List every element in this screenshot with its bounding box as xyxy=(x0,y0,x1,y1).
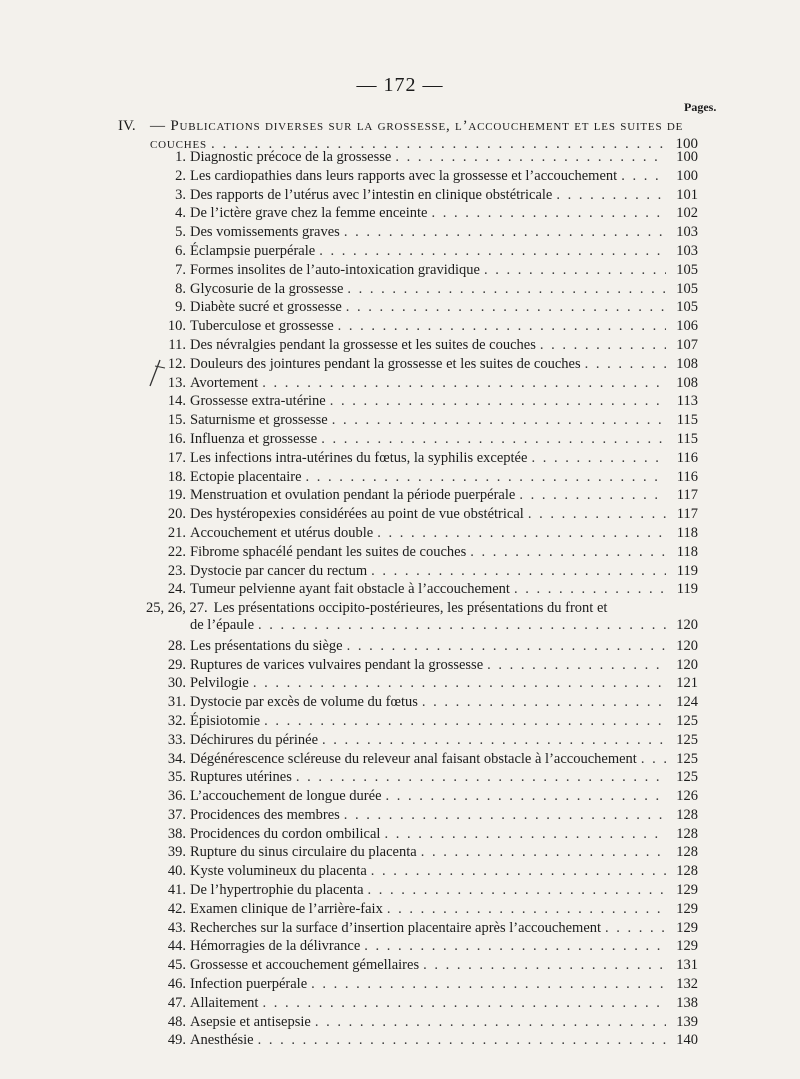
entry-page: 128 xyxy=(676,806,698,823)
entry-title: Examen clinique de l’arrière-faix xyxy=(190,900,383,917)
entry-title: Procidences du cordon ombilical xyxy=(190,825,381,842)
entry-page: 120 xyxy=(676,617,698,634)
entry-number: 41. xyxy=(167,882,186,899)
toc-entry xyxy=(146,694,698,713)
entry-number: 23. xyxy=(167,562,186,579)
entry-number: 18. xyxy=(167,468,186,485)
entry-page: 118 xyxy=(676,543,698,560)
entry-page: 128 xyxy=(676,825,698,842)
toc-entry xyxy=(146,243,698,262)
entry-number: 14. xyxy=(167,393,186,410)
dot-leader xyxy=(347,281,666,298)
entry-page: 108 xyxy=(676,355,698,372)
entry-page: 101 xyxy=(676,186,698,203)
toc-entry xyxy=(146,1032,698,1051)
entry-page: 128 xyxy=(676,844,698,861)
dot-leader xyxy=(371,863,666,880)
entry-page: 129 xyxy=(676,900,698,917)
entry-page: 116 xyxy=(676,468,698,485)
toc-entry xyxy=(146,957,698,976)
toc-entry xyxy=(146,581,698,600)
toc-entry xyxy=(146,281,698,300)
entry-number: 29. xyxy=(167,656,186,673)
entry-title: Accouchement et utérus double xyxy=(190,524,374,541)
entry-page: 106 xyxy=(676,318,698,335)
page-number: — 172 — xyxy=(356,74,444,96)
entry-title: Fibrome sphacélé pendant les suites de couches xyxy=(190,543,467,560)
entry-title: Formes insolites de l’auto-intoxication gravidique xyxy=(190,261,480,278)
entry-title: Kyste volumineux du placenta xyxy=(190,863,367,880)
dot-leader xyxy=(384,826,666,843)
entry-page: 140 xyxy=(676,1032,698,1049)
entry-page: 116 xyxy=(676,449,698,466)
section-title-continuation: couches xyxy=(150,136,207,152)
entry-number: 5. xyxy=(175,224,186,241)
toc-entry xyxy=(146,1014,698,1033)
dot-leader xyxy=(605,920,666,937)
dot-leader xyxy=(377,525,666,542)
dot-leader xyxy=(519,487,666,504)
toc-entry xyxy=(146,337,698,356)
entry-title: L’accouchement de longue durée xyxy=(190,788,382,805)
entry-title: Saturnisme et grossesse xyxy=(190,412,328,429)
entry-page: 125 xyxy=(676,731,698,748)
toc-entry xyxy=(146,375,698,394)
toc-entry xyxy=(146,525,698,544)
toc-entry xyxy=(146,544,698,563)
dot-leader xyxy=(311,976,666,993)
entry-title: Procidences des membres xyxy=(190,806,340,823)
entry-page: 119 xyxy=(676,562,698,579)
dot-leader xyxy=(258,617,666,634)
entry-title: Tuberculose et grossesse xyxy=(190,318,334,335)
entry-title: De l’ictère grave chez la femme enceinte xyxy=(190,205,428,222)
entry-title: Anesthésie xyxy=(190,1032,254,1049)
entry-title: Des rapports de l’utérus avec l’intestin en clinique obstétricale xyxy=(190,186,553,203)
dot-leader xyxy=(423,957,666,974)
entry-number: 6. xyxy=(175,242,186,259)
entry-number: 4. xyxy=(175,205,186,222)
entry-title: Ectopie placentaire xyxy=(190,468,302,485)
dot-leader xyxy=(368,882,666,899)
entry-page: 125 xyxy=(676,712,698,729)
dot-leader xyxy=(371,563,666,580)
toc-entry xyxy=(146,807,698,826)
entry-number: 43. xyxy=(167,919,186,936)
dot-leader xyxy=(556,187,666,204)
entry-page: 126 xyxy=(676,788,698,805)
entry-title: Glycosurie de la grossesse xyxy=(190,280,344,297)
entry-number: 10. xyxy=(167,318,186,335)
entry-number: 2. xyxy=(175,167,186,184)
toc-entry xyxy=(146,205,698,224)
toc-entry xyxy=(146,732,698,751)
dot-leader xyxy=(528,506,666,523)
entry-title: Recherches sur la surface d’insertion placentaire après l’accouchement xyxy=(190,919,602,936)
entry-number: 35. xyxy=(167,769,186,786)
toc-entry xyxy=(146,600,698,638)
entry-number: 16. xyxy=(167,430,186,447)
entry-page: 108 xyxy=(676,374,698,391)
toc-entry xyxy=(146,393,698,412)
entry-number: 47. xyxy=(167,994,186,1011)
entry-page: 129 xyxy=(676,938,698,955)
entry-title: Grossesse et accouchement gémellaires xyxy=(190,957,420,974)
dot-leader xyxy=(540,337,666,354)
dot-leader xyxy=(258,1032,666,1049)
entry-number: 44. xyxy=(167,938,186,955)
dot-leader xyxy=(421,844,666,861)
entry-page: 102 xyxy=(676,205,698,222)
entry-title: Des névralgies pendant la grossesse et les suites de couches xyxy=(190,336,536,353)
toc-entry xyxy=(146,826,698,845)
entry-number: 11. xyxy=(168,336,186,353)
entry-page: 132 xyxy=(676,976,698,993)
toc-entry xyxy=(146,863,698,882)
entry-page: 105 xyxy=(676,299,698,316)
entry-title: Asepsie et antisepsie xyxy=(190,1013,311,1030)
entry-number: 19. xyxy=(167,487,186,504)
entry-number: 40. xyxy=(167,863,186,880)
entry-title: Des vomissements graves xyxy=(190,224,340,241)
toc-entry xyxy=(146,487,698,506)
entry-page: 103 xyxy=(676,242,698,259)
entry-number: 30. xyxy=(167,675,186,692)
toc-entry xyxy=(146,788,698,807)
entry-number: 22. xyxy=(167,543,186,560)
entry-page: 117 xyxy=(676,487,698,504)
entry-page: 120 xyxy=(676,637,698,654)
entry-title: Douleurs des jointures pendant la grossesse et les suites de couches xyxy=(190,355,581,372)
toc-entry xyxy=(146,431,698,450)
toc-entry xyxy=(146,938,698,957)
entry-number: 42. xyxy=(167,900,186,917)
dot-leader xyxy=(387,901,666,918)
toc-entry xyxy=(146,506,698,525)
entry-page: 138 xyxy=(676,994,698,1011)
entry-title: Des hystéropexies considérées au point de vue obstétrical xyxy=(190,506,524,523)
entry-title: Épisiotomie xyxy=(190,712,261,729)
entry-page: 115 xyxy=(676,430,698,447)
dot-leader xyxy=(315,1014,666,1031)
entry-number: 9. xyxy=(175,299,186,316)
entry-number: 46. xyxy=(167,976,186,993)
toc-entry xyxy=(146,356,698,375)
entry-page: 117 xyxy=(676,506,698,523)
entry-page: 131 xyxy=(676,957,698,974)
entry-number: 45. xyxy=(167,957,186,974)
dot-leader xyxy=(306,469,666,486)
toc-entry xyxy=(146,751,698,770)
dot-leader xyxy=(470,544,666,561)
dot-leader xyxy=(346,299,666,316)
entry-number: 36. xyxy=(167,788,186,805)
entry-title: Diabète sucré et grossesse xyxy=(190,299,342,316)
entry-number: 8. xyxy=(175,280,186,297)
dot-leader xyxy=(262,375,666,392)
toc-entry xyxy=(146,901,698,920)
entry-title: Diagnostic précoce de la grossesse xyxy=(190,149,392,165)
entry-title: Les présentations occipito-postérieures, les présentations du front et xyxy=(213,600,608,617)
entry-number: 39. xyxy=(167,844,186,861)
entry-title: Dystocie par cancer du rectum xyxy=(190,562,368,579)
entry-page: 139 xyxy=(676,1013,698,1030)
entry-number: 48. xyxy=(167,1013,186,1030)
entry-page: 119 xyxy=(676,581,698,598)
toc-entry xyxy=(146,187,698,206)
entry-page: 121 xyxy=(676,675,698,692)
toc-entry xyxy=(146,995,698,1014)
entry-number: 34. xyxy=(167,750,186,767)
entry-title: Ruptures utérines xyxy=(190,769,292,786)
entry-number: 49. xyxy=(167,1032,186,1049)
toc-entry xyxy=(146,224,698,243)
entry-page: 129 xyxy=(676,882,698,899)
entry-number: 25, 26, 27. xyxy=(146,600,208,617)
pages-column-label: Pages. xyxy=(684,100,717,114)
entry-number: 33. xyxy=(167,731,186,748)
entry-title: De l’hypertrophie du placenta xyxy=(190,882,364,899)
toc-entry xyxy=(146,469,698,488)
dot-leader xyxy=(641,751,666,768)
toc-entry xyxy=(146,844,698,863)
toc-entry xyxy=(146,638,698,657)
dot-leader xyxy=(319,243,666,260)
entry-page: 107 xyxy=(676,336,698,353)
entry-number: 3. xyxy=(175,186,186,203)
dot-leader xyxy=(386,788,666,805)
entry-number: 17. xyxy=(167,449,186,466)
dot-leader xyxy=(322,732,666,749)
toc-entry xyxy=(146,318,698,337)
entry-number: 31. xyxy=(167,694,186,711)
dot-leader xyxy=(332,412,666,429)
entry-title: Rupture du sinus circulaire du placenta xyxy=(190,844,417,861)
entry-page: 115 xyxy=(676,412,698,429)
toc-entry xyxy=(146,450,698,469)
dot-leader xyxy=(330,393,666,410)
entry-number: 1. xyxy=(175,149,186,165)
toc-entry xyxy=(146,882,698,901)
entry-number: 7. xyxy=(175,261,186,278)
entry-title: Dystocie par excès de volume du fœtus xyxy=(190,694,418,711)
entry-title: Les présentations du siège xyxy=(190,637,343,654)
entry-number: 21. xyxy=(167,524,186,541)
entry-page: 124 xyxy=(676,694,698,711)
toc-entry xyxy=(146,657,698,676)
dot-leader xyxy=(395,149,666,166)
entry-title: Déchirures du périnée xyxy=(190,731,319,748)
entry-title: Avortement xyxy=(190,374,259,391)
entry-page: 118 xyxy=(676,524,698,541)
dot-leader xyxy=(487,657,666,674)
entry-title: Tumeur pelvienne ayant fait obstacle à l’accouchement xyxy=(190,581,510,598)
toc-entry xyxy=(146,299,698,318)
dot-leader xyxy=(432,205,667,222)
toc-entry xyxy=(146,262,698,281)
dot-leader xyxy=(621,168,666,185)
toc-entry xyxy=(146,149,698,168)
entry-title: Les infections intra-utérines du fœtus, la syphilis exceptée xyxy=(190,449,528,466)
section-number: IV. xyxy=(118,118,136,134)
entry-title: Éclampsie puerpérale xyxy=(190,242,316,259)
entry-title: Les cardiopathies dans leurs rapports avec la grossesse et l’accouchement xyxy=(190,167,618,184)
dot-leader xyxy=(321,431,666,448)
entry-title: Menstruation et ovulation pendant la période puerpérale xyxy=(190,487,516,504)
entry-page: 125 xyxy=(676,750,698,767)
entry-number: 38. xyxy=(167,825,186,842)
entry-title: Grossesse extra-utérine xyxy=(190,393,326,410)
entry-page: 105 xyxy=(676,261,698,278)
dot-leader xyxy=(531,450,666,467)
entry-title: Infection puerpérale xyxy=(190,976,308,993)
entry-title: Pelvilogie xyxy=(190,675,249,692)
entry-number: 32. xyxy=(167,712,186,729)
entry-page: 125 xyxy=(676,769,698,786)
toc-entry xyxy=(146,412,698,431)
dot-leader xyxy=(264,713,666,730)
entry-number: 20. xyxy=(167,506,186,523)
toc-entry xyxy=(146,976,698,995)
section-heading xyxy=(118,117,698,153)
entry-title: Influenza et grossesse xyxy=(190,430,318,447)
dot-leader xyxy=(422,694,666,711)
entry-title-continuation: de l’épaule xyxy=(190,617,255,634)
entry-page: 120 xyxy=(676,656,698,673)
entry-title: Hémorragies de la délivrance xyxy=(190,938,361,955)
toc-entry xyxy=(146,168,698,187)
entry-title: Allaitement xyxy=(190,994,259,1011)
entry-page: 129 xyxy=(676,919,698,936)
dot-leader xyxy=(253,675,666,692)
entry-number: 24. xyxy=(167,581,186,598)
dot-leader xyxy=(364,938,666,955)
dot-leader xyxy=(344,807,666,824)
entry-page: 100 xyxy=(676,167,698,184)
entry-page: 105 xyxy=(676,280,698,297)
dot-leader xyxy=(296,769,666,786)
entry-number: 15. xyxy=(167,412,186,429)
toc-entry xyxy=(146,769,698,788)
entry-page: 128 xyxy=(676,863,698,880)
dot-leader xyxy=(347,638,666,655)
toc-entry xyxy=(146,563,698,582)
entry-number: 37. xyxy=(167,806,186,823)
entry-page: 113 xyxy=(676,393,698,410)
entry-page: 100 xyxy=(676,149,698,165)
toc-entry xyxy=(146,920,698,939)
entry-title: Dégénérescence scléreuse du releveur anal faisant obstacle à l’accouchement xyxy=(190,750,637,767)
entry-title: Ruptures de varices vulvaires pendant la grossesse xyxy=(190,656,484,673)
entry-number: 13. xyxy=(167,374,186,391)
dot-leader xyxy=(262,995,666,1012)
entry-page: 103 xyxy=(676,224,698,241)
dot-leader xyxy=(344,224,666,241)
section-title: — Publications diverses sur la grossesse, l’accouchement et les suites de xyxy=(150,118,684,134)
toc-list xyxy=(146,149,698,1051)
dot-leader xyxy=(338,318,666,335)
toc-entry xyxy=(146,713,698,732)
dot-leader xyxy=(484,262,666,279)
entry-number: 12. xyxy=(167,355,186,372)
toc-entry xyxy=(146,675,698,694)
entry-number: 28. xyxy=(167,637,186,654)
section-page: 100 xyxy=(675,136,698,152)
dot-leader xyxy=(514,581,666,598)
dot-leader xyxy=(585,356,666,373)
